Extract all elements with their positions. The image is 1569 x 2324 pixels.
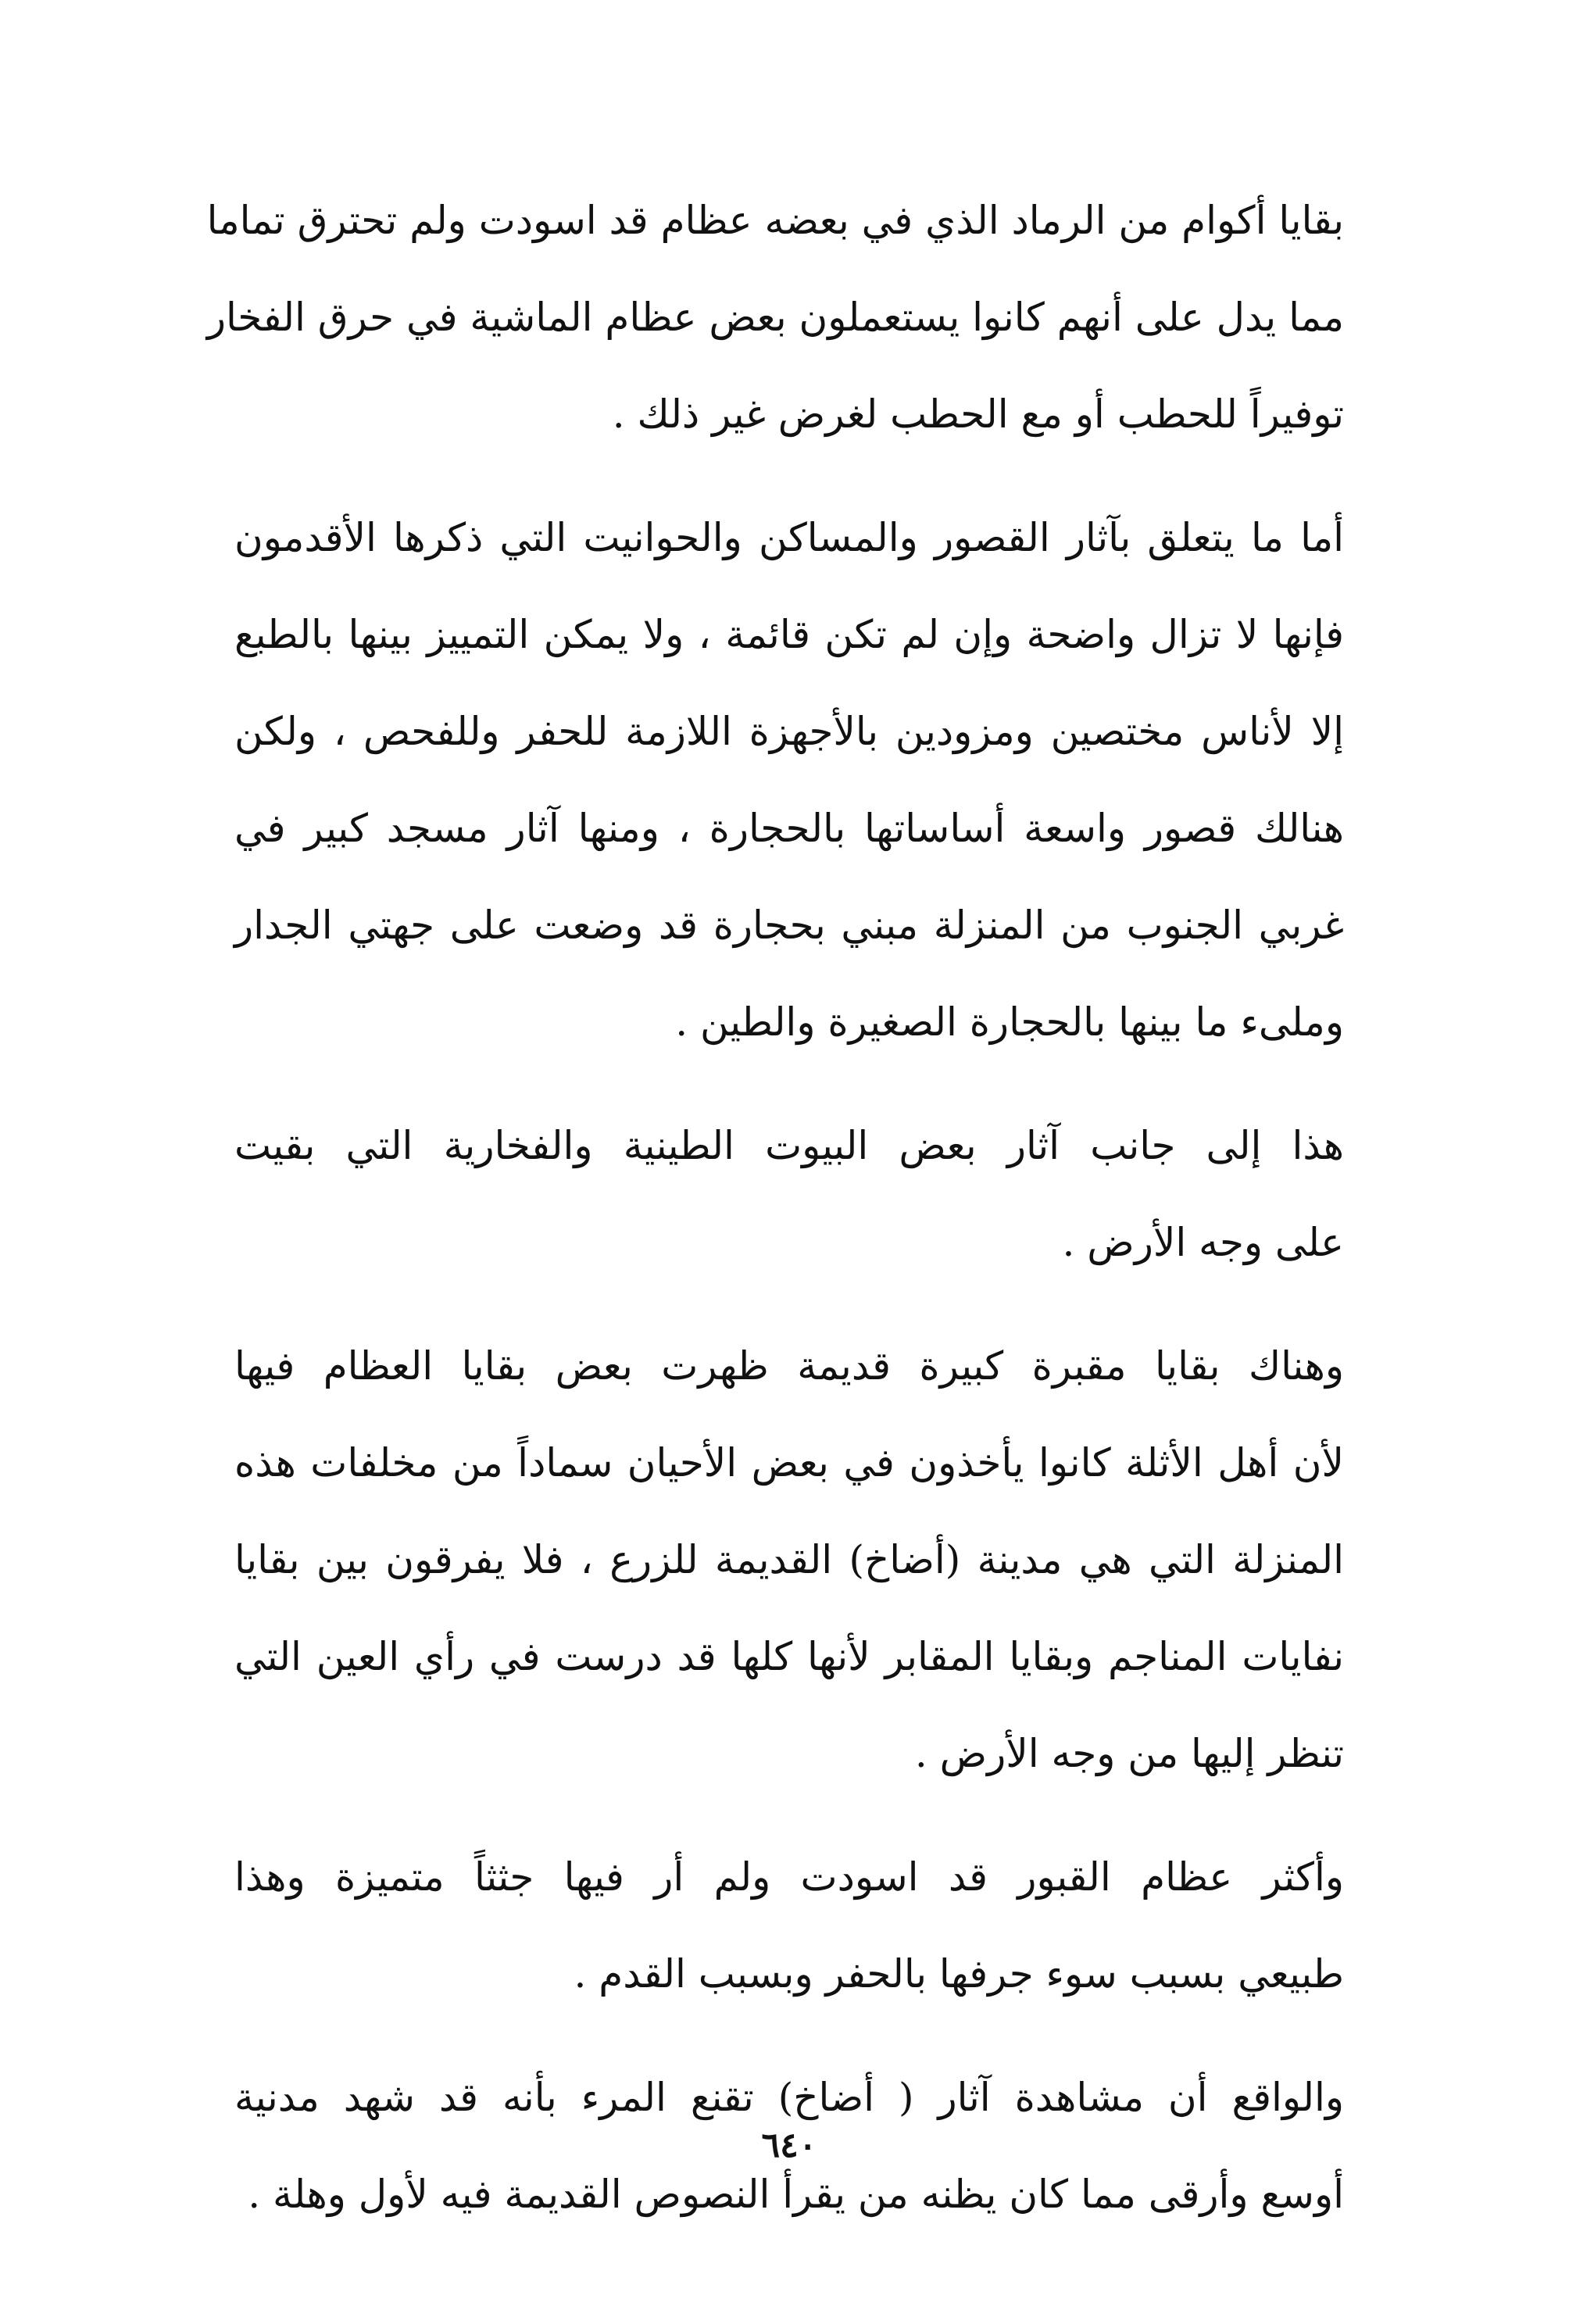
page-body bbox=[206, 172, 1344, 2217]
text-line: بقايا أكوام من الرماد الذي في بعضه عظام قد اسودت ولم تحترق تماما bbox=[206, 198, 1344, 243]
paragraph bbox=[234, 489, 1344, 1071]
text-line: أوسع وأرقى مما كان يظنه من يقرأ النصوص القديمة فيه لأول وهلة . bbox=[248, 2172, 1344, 2217]
text-line: فإنها لا تزال واضحة وإن لم تكن قائمة ، ولا يمكن التمييز بينها بالطبع bbox=[234, 612, 1344, 657]
text-line: توفيراً للحطب أو مع الحطب لغرض غير ذلك . bbox=[612, 392, 1344, 437]
text-line: وهناك بقايا مقبرة كبيرة قديمة ظهرت بعض بقايا العظام فيها bbox=[234, 1343, 1344, 1389]
page-number: ٦٤٠ bbox=[761, 2126, 817, 2165]
paragraph-gap bbox=[234, 1071, 1344, 1097]
paragraph bbox=[206, 172, 1344, 463]
paragraph-gap bbox=[234, 463, 1344, 489]
text-line: هذا إلى جانب آثار بعض البيوت الطينية والفخارية التي بقيت bbox=[234, 1123, 1344, 1168]
paragraph bbox=[234, 1097, 1344, 1291]
text-line: والواقع أن مشاهدة آثار ( أضاخ) تقنع المرء بأنه قد شهد مدنية bbox=[234, 2075, 1344, 2120]
text-line: وأكثر عظام القبور قد اسودت ولم أر فيها جثثاً متميزة وهذا bbox=[234, 1854, 1344, 1900]
text-line: هنالك قصور واسعة أساساتها بالحجارة ، ومنها آثار مسجد كبير في bbox=[234, 806, 1344, 851]
paragraph-gap bbox=[234, 1291, 1344, 1318]
text-line: مما يدل على أنهم كانوا يستعملون بعض عظام الماشية في حرق الفخار bbox=[206, 295, 1344, 340]
paragraph-gap bbox=[234, 2022, 1344, 2049]
text-line: المنزلة التي هي مدينة (أضاخ) القديمة للزرع ، فلا يفرقون بين بقايا bbox=[234, 1537, 1344, 1582]
text-line: على وجه الأرض . bbox=[1062, 1220, 1344, 1265]
paragraph bbox=[234, 1829, 1344, 2022]
paragraph bbox=[234, 1318, 1344, 1802]
text-line: أما ما يتعلق بآثار القصور والمساكن والحوانيت التي ذكرها الأقدمون bbox=[234, 515, 1344, 560]
text-line: نفايات المناجم وبقايا المقابر لأنها كلها قد درست في رأي العين التي bbox=[234, 1634, 1344, 1679]
paragraph-gap bbox=[234, 1802, 1344, 1829]
text-line: تنظر إليها من وجه الأرض . bbox=[914, 1731, 1344, 1776]
text-line: وملىء ما بينها بالحجارة الصغيرة والطين . bbox=[675, 999, 1344, 1045]
text-line: طبيعي بسبب سوء جرفها بالحفر وبسبب القدم . bbox=[574, 1951, 1344, 1997]
text-line: لأن أهل الأثلة كانوا يأخذون في بعض الأحيان سماداً من مخلفات هذه bbox=[234, 1440, 1344, 1486]
text-line: غربي الجنوب من المنزلة مبني بحجارة قد وضعت على جهتي الجدار bbox=[234, 903, 1344, 948]
text-line: إلا لأناس مختصين ومزودين بالأجهزة اللازمة للحفر وللفحص ، ولكن bbox=[234, 709, 1344, 754]
